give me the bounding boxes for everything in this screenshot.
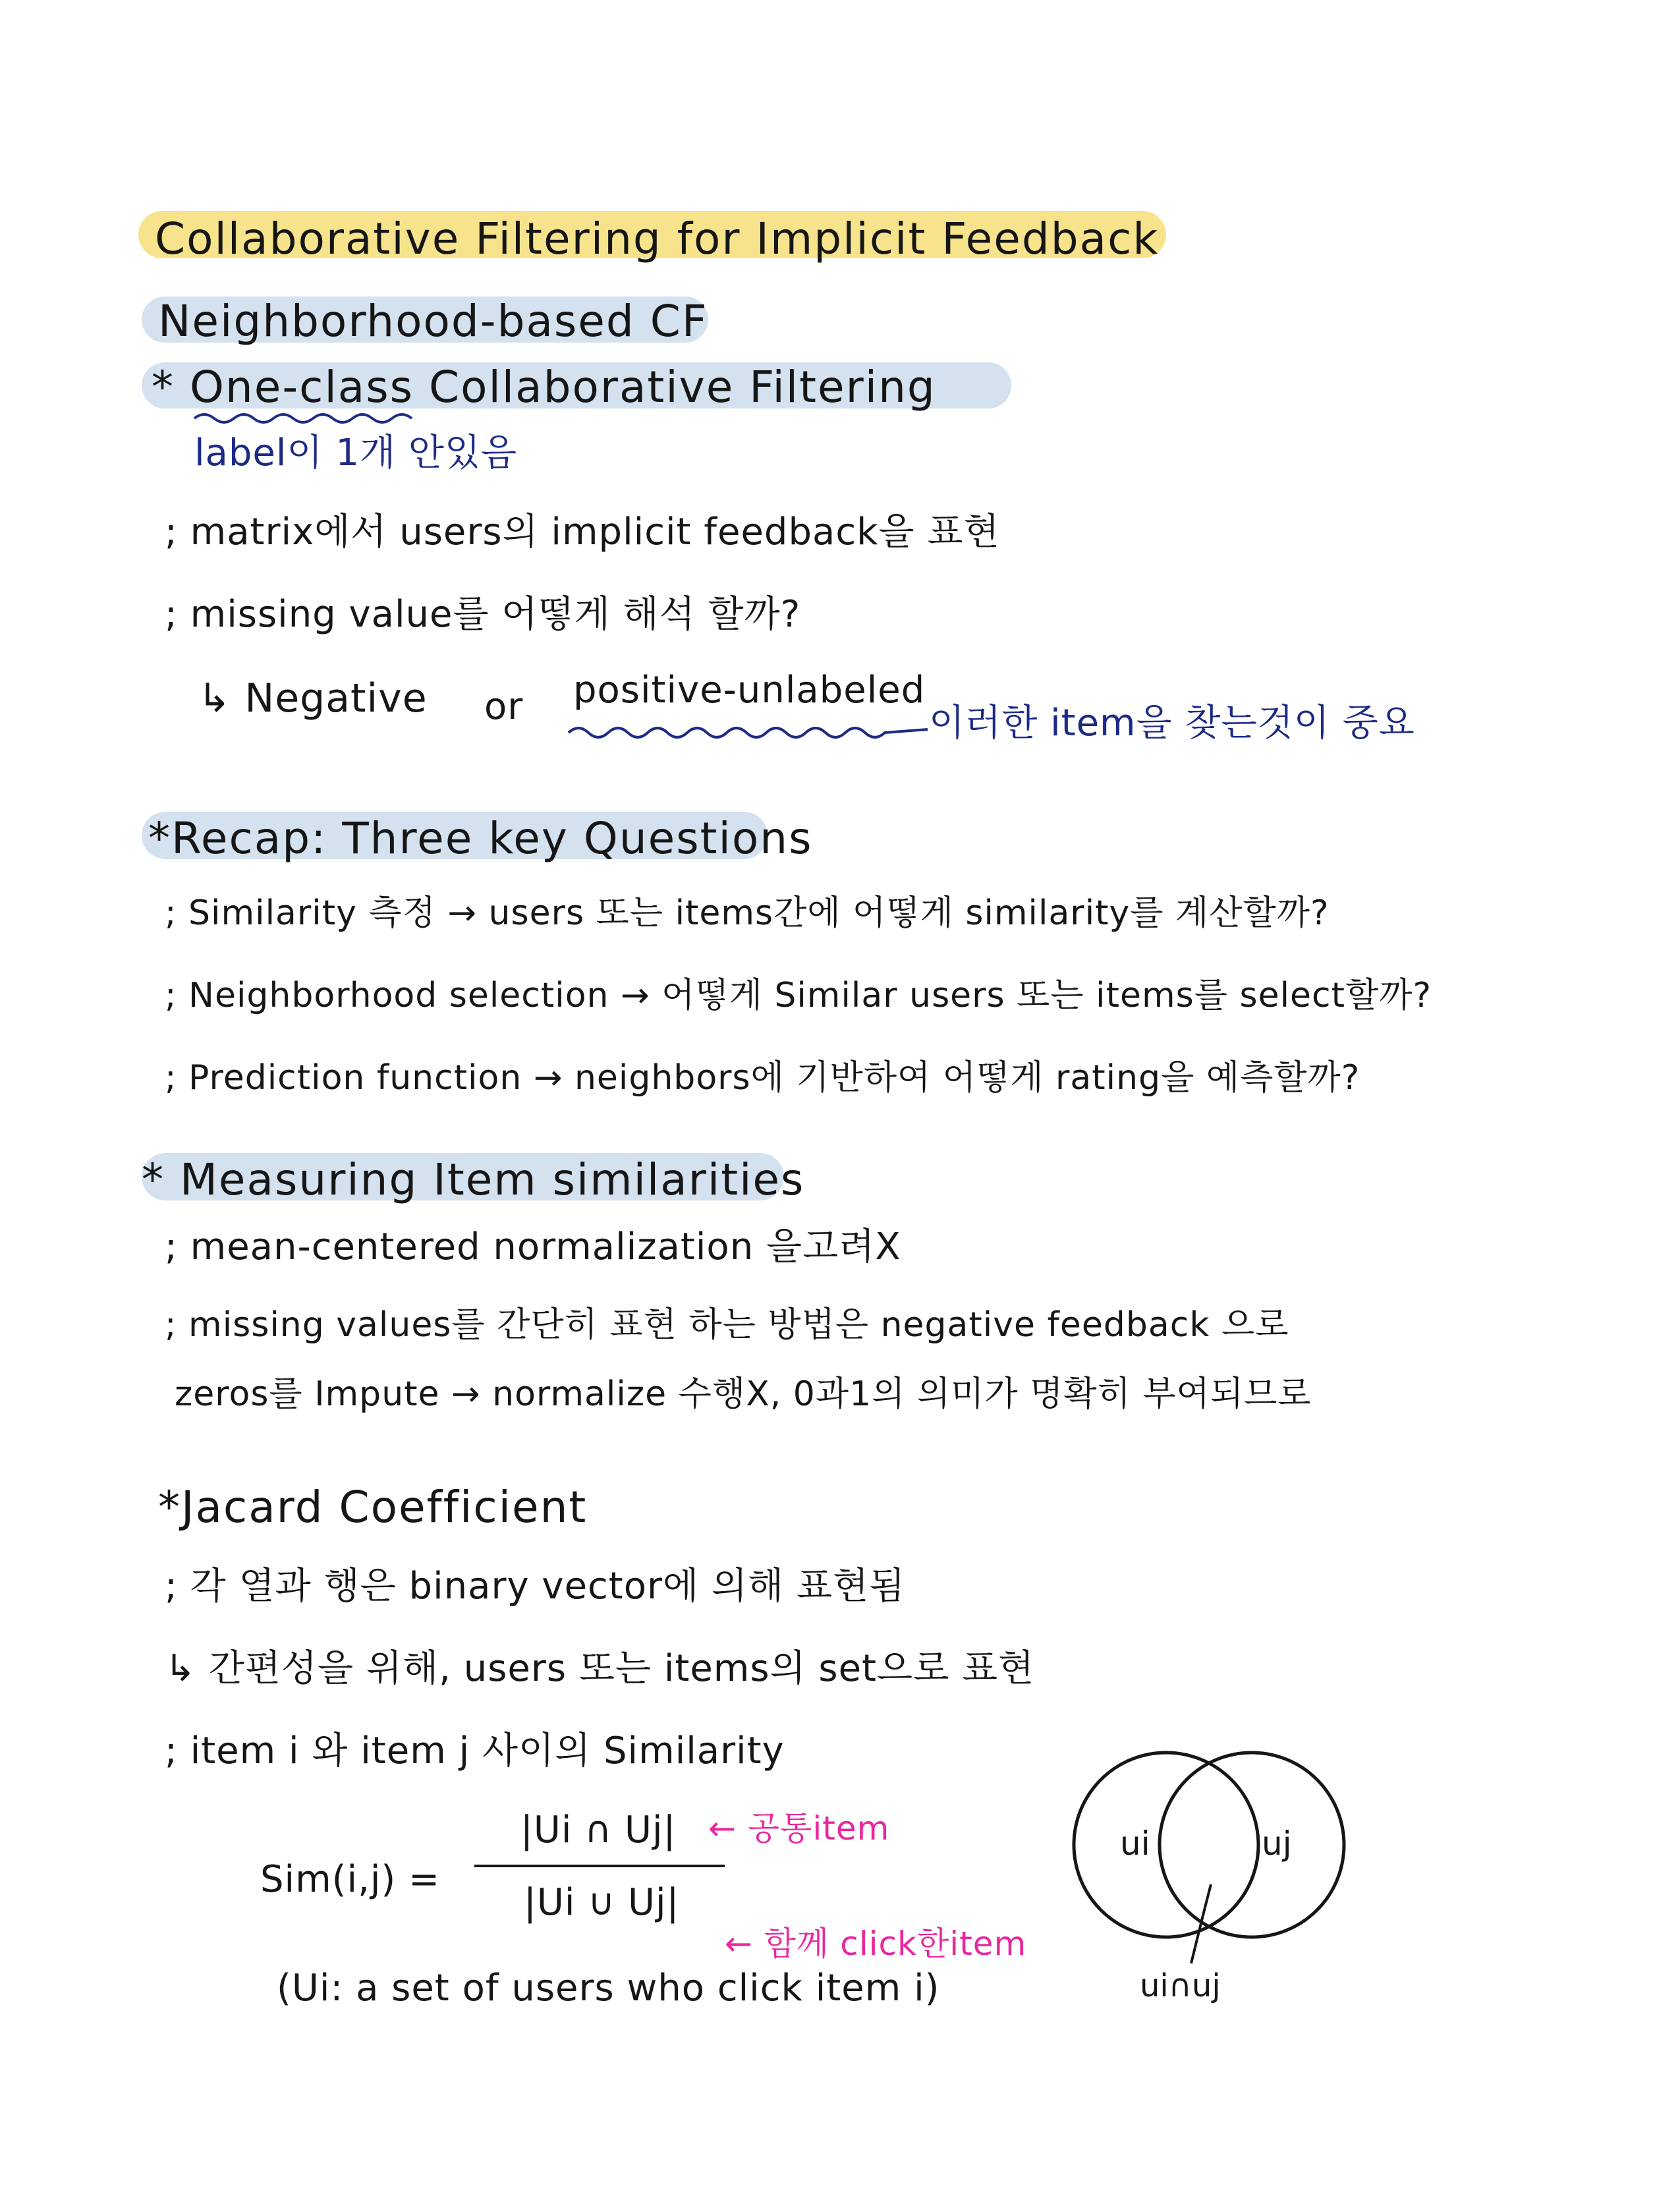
pu-underline [565,719,934,746]
s3-bullet-1: ; mean-centered normalization 을고려X [165,1226,901,1268]
venn-diagram [1041,1739,1384,2016]
venn-circle-left [1074,1753,1258,1937]
pu-note: 이러한 item을 찾는것이 중요 [929,702,1415,745]
s4-bullet-3: ; item i 와 item j 사이의 Similarity [165,1730,785,1772]
page-title: Collaborative Filtering for Implicit Feedback [155,213,1160,264]
s4-heading: *Jacard Coefficient [158,1482,588,1533]
s4-bullet-2: ↳ 간편성을 위해, users 또는 items의 set으로 표현 [165,1647,1035,1690]
s3-heading: * Measuring Item similarities [142,1154,805,1205]
s4-bullet-1: ; 각 열과 행은 binary vector에 의해 표현됨 [165,1565,906,1608]
s1-bullet-3-pu: positive-unlabeled [573,669,926,712]
denominator-note: ← 함께 click한item [725,1925,1027,1963]
formula-lhs: Sim(i,j) = [260,1858,440,1901]
fraction-bar [474,1865,725,1867]
venn-circle-right [1160,1753,1344,1937]
s1-subheading: * One-class Collaborative Filtering [152,362,936,412]
s2-bullet-1: ; Similarity 측정 → users 또는 items간에 어떻게 similarity를 계산할까? [165,893,1330,933]
s1-bullet-3-or: or [484,685,524,728]
numerator-note: ← 공통item [708,1809,890,1847]
formula-definition: (Ui: a set of users who click item i) [277,1967,940,2010]
s2-heading: *Recap: Three key Questions [148,813,813,864]
s3-bullet-2: ; missing values를 간단히 표현 하는 방법은 negative feedback 으로 [165,1305,1289,1345]
formula-denominator: |Ui ∪ Uj| [524,1881,680,1924]
venn-label-bottom: ui∩uj [1140,1967,1221,2004]
s2-bullet-2: ; Neighborhood selection → 어떻게 Similar users 또는 items를 select할까? [165,976,1432,1015]
venn-label-right: uj [1262,1824,1292,1863]
label-note: label이 1개 안있음 [194,432,518,474]
s1-bullet-2: ; missing value를 어떻게 해석 할까? [165,593,801,636]
s2-bullet-3: ; Prediction function → neighbors에 기반하여 어떻게 rating을 예측할까? [165,1058,1360,1098]
s3-bullet-3: zeros를 Impute → normalize 수행X, 0과1의 의미가 명확히 부여되므로 [175,1374,1312,1414]
s1-bullet-1: ; matrix에서 users의 implicit feedback을 표현 [165,511,1000,553]
one-class-underline [191,409,428,428]
venn-label-left: ui [1120,1824,1150,1863]
venn-pointer-line [1191,1884,1211,1963]
s1-heading: Neighborhood-based CF [158,296,708,347]
formula-numerator: |Ui ∩ Uj| [520,1809,677,1851]
s1-bullet-3-prefix: ↳ Negative [198,675,428,721]
